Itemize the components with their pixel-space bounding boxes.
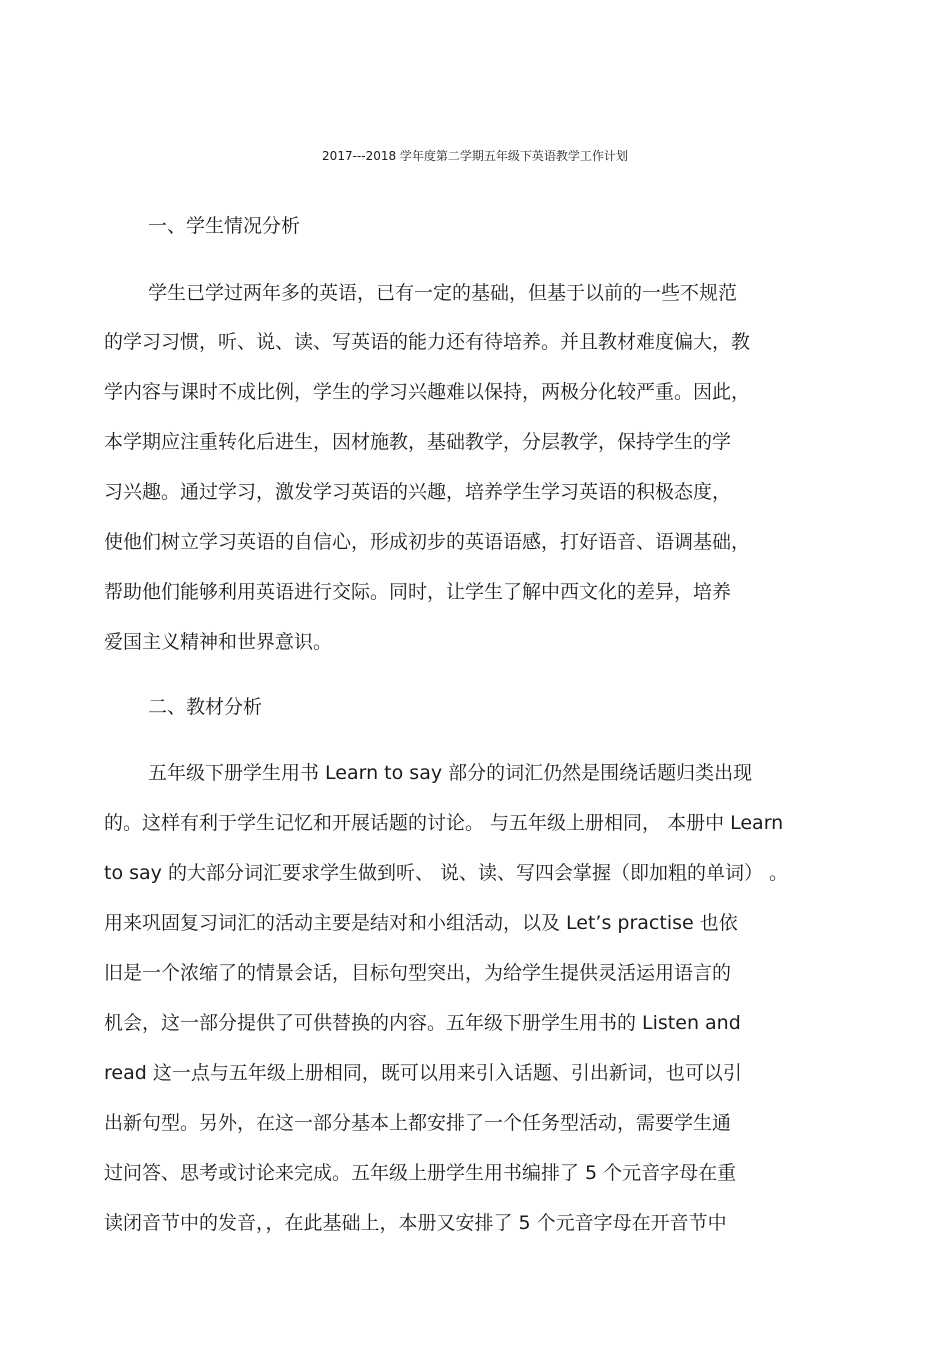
- paragraph-line: 学内容与课时不成比例，学生的学习兴趣难以保持，两极分化较严重。因此，: [104, 381, 751, 403]
- paragraph-line: 习兴趣。通过学习，激发学习英语的兴趣，培养学生学习英语的积极态度，: [104, 481, 732, 503]
- paragraph-line: 机会，这一部分提供了可供替换的内容。五年级下册学生用书的 Listen and: [104, 1012, 741, 1034]
- section-heading-student-analysis: 一、学生情况分析: [148, 215, 301, 237]
- paragraph-line: 的学习习惯，听、说、读、写英语的能力还有待培养。并且教材难度偏大，教: [104, 331, 751, 353]
- paragraph-line: 旧是一个浓缩了的情景会话，目标句型突出，为给学生提供灵活运用语言的: [104, 962, 732, 984]
- paragraph-line: 出新句型。另外，在这一部分基本上都安排了一个任务型活动，需要学生通: [104, 1112, 732, 1134]
- section-heading-textbook-analysis: 二、教材分析: [148, 696, 263, 718]
- paragraph-line: 使他们树立学习英语的自信心，形成初步的英语语感，打好语音、语调基础，: [104, 531, 751, 553]
- paragraph-line: read 这一点与五年级上册相同，既可以用来引入话题、引出新词，也可以引: [104, 1062, 742, 1084]
- paragraph-line: 读闭音节中的发音，，在此基础上，本册又安排了 5 个元音字母在开音节中: [104, 1212, 727, 1234]
- paragraph-line: 的。这样有利于学生记忆和开展话题的讨论。 与五年级上册相同， 本册中 Learn: [104, 812, 784, 834]
- paragraph-line: 用来巩固复习词汇的活动主要是结对和小组活动，以及 Let’s practise 也依: [104, 912, 738, 934]
- paragraph-line: 爱国主义精神和世界意识。: [104, 631, 333, 653]
- paragraph-line: 五年级下册学生用书 Learn to say 部分的词汇仍然是围绕话题归类出现: [148, 762, 753, 784]
- document-title: 2017---2018 学年度第二学期五年级下英语教学工作计划: [322, 149, 628, 163]
- paragraph-line: 本学期应注重转化后进生，因材施教，基础教学，分层教学，保持学生的学: [104, 431, 732, 453]
- paragraph-line: 学生已学过两年多的英语，已有一定的基础，但基于以前的一些不规范: [148, 282, 738, 304]
- paragraph-line: 帮助他们能够利用英语进行交际。同时，让学生了解中西文化的差异，培养: [104, 581, 732, 603]
- paragraph-line: 过问答、思考或讨论来完成。五年级上册学生用书编排了 5 个元音字母在重: [104, 1162, 737, 1184]
- paragraph-line: to say 的大部分词汇要求学生做到听、 说、读、写四会掌握（即加粗的单词） 。: [104, 862, 789, 884]
